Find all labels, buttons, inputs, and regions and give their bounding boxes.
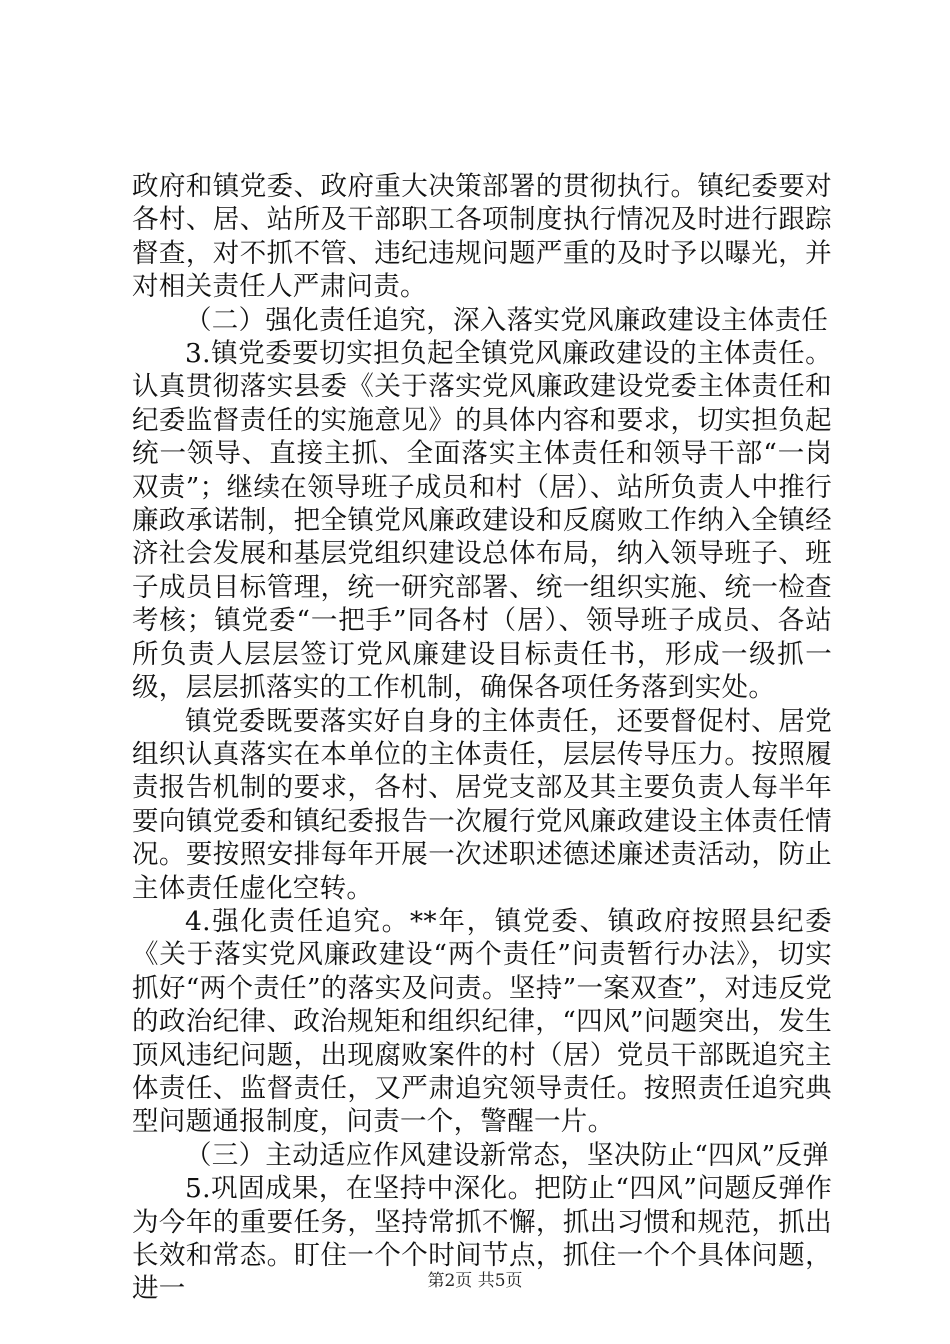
- paragraph-item-4: 4.强化责任追究。**年，镇党委、镇政府按照县纪委《关于落实党风廉政建设“两个责任”问责暂行办法》，切实抓好“两个责任”的落实及问责。坚持”一案双查”，对违反党的政治纪律、政治规矩和组织纪律，“四风”问题突出，发生顶风违纪问题，出现腐败案件的村（居）党员干部既追究主体责任、监督责任，又严肃追究领导责任。按照责任追究典型问题通报制度，问责一个，警醒一片。: [132, 905, 832, 1138]
- paragraph-item-5: 5.巩固成果，在坚持中深化。把防止“四风”问题反弹作为今年的重要任务，坚持常抓不懈，抓出习惯和规范，抓出长效和常态。盯住一个个时间节点，抓住一个个具体问题，进一: [132, 1173, 832, 1305]
- section-heading-3: （三）主动适应作风建设新常态，坚决防止“四风”反弹: [185, 1139, 830, 1171]
- paragraph-party-committee: 镇党委既要落实好自身的主体责任，还要督促村、居党组织认真落实在本单位的主体责任，层层传导压力。按照履责报告机制的要求，各村、居党支部及其主要负责人每半年要向镇党委和镇纪委报告一次履行党风廉政建设主体责任情况。要按照安排每年开展一次述职述德述廉述责活动，防止主体责任虚化空转。: [132, 705, 832, 904]
- paragraph-continuation: 政府和镇党委、政府重大决策部署的贯彻执行。镇纪委要对各村、居、站所及干部职工各项制度执行情况及时进行跟踪督查，对不抓不管、违纪违规问题严重的及时予以曝光，并对相关责任人严肃问责。: [132, 171, 832, 303]
- page-footer: 第2页 共5页: [427, 1271, 523, 1291]
- section-heading-2: （二）强化责任追究，深入落实党风廉政建设主体责任: [185, 304, 829, 336]
- paragraph-item-3: 3.镇党委要切实担负起全镇党风廉政建设的主体责任。认真贯彻落实县委《关于落实党风廉政建设党委主体责任和纪委监督责任的实施意见》的具体内容和要求，切实担负起统一领导、直接主抓、全面落实主体责任和领导干部“一岗双责”；继续在领导班子成员和村（居）、站所负责人中推行廉政承诺制，把全镇党风廉政建设和反腐败工作纳入全镇经济社会发展和基层党组织建设总体布局，纳入领导班子、班子成员目标管理，统一研究部署、统一组织实施、统一检查考核；镇党委“一把手”同各村（居）、领导班子成员、各站所负责人层层签订党风廉建设目标责任书，形成一级抓一级，层层抓落实的工作机制，确保各项任务落到实处。: [132, 338, 832, 704]
- document-body: [132, 170, 832, 1306]
